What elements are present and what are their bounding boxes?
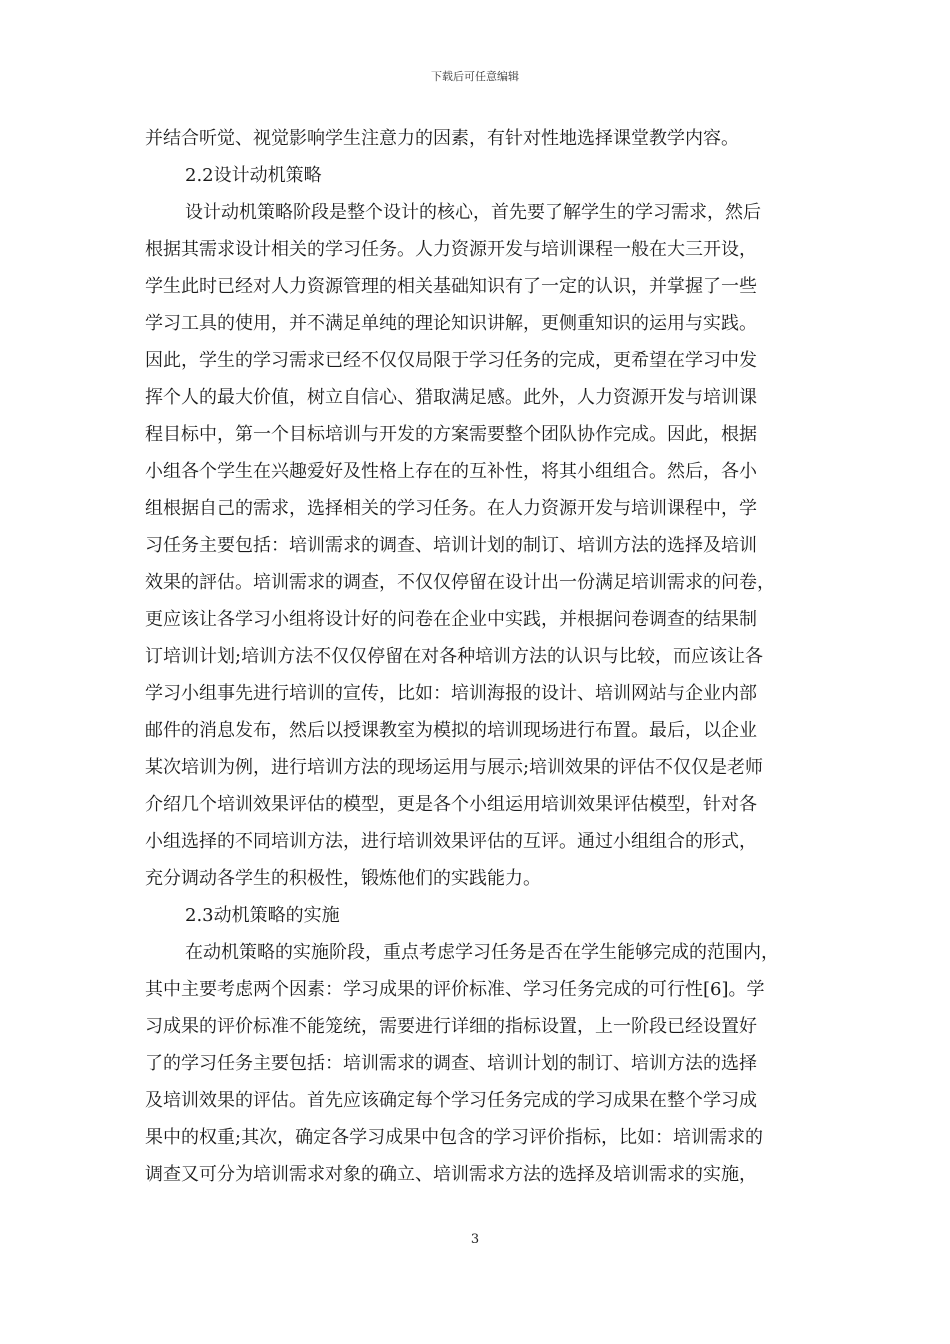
text-line: 学习小组事先进行培训的宣传，比如：培训海报的设计、培训网站与企业内部 bbox=[145, 683, 757, 704]
text-line: 学生此时已经对人力资源管理的相关基础知识有了一定的认识，并掌握了一些 bbox=[145, 276, 757, 297]
text-line: 调查又可分为培训需求对象的确立、培训需求方法的选择及培训需求的实施， bbox=[145, 1164, 757, 1185]
text-line: 了的学习任务主要包括：培训需求的调查、培训计划的制订、培训方法的选择 bbox=[145, 1053, 757, 1074]
text-line: 更应该让各学习小组将设计好的问卷在企业中实践，并根据问卷调查的结果制 bbox=[145, 609, 757, 630]
text-line: 并结合听觉、视觉影响学生注意力的因素，有针对性地选择课堂教学内容。 bbox=[145, 128, 739, 149]
text-line: 习成果的评价标准不能笼统，需要进行详细的指标设置，上一阶段已经设置好 bbox=[145, 1016, 757, 1037]
paragraph-first-line: 在动机策略的实施阶段，重点考虑学习任务是否在学生能够完成的范围内， bbox=[185, 942, 779, 963]
text-line: 学习工具的使用，并不满足单纯的理论知识讲解，更侧重知识的运用与实践。 bbox=[145, 313, 757, 334]
text-line: 充分调动各学生的积极性，锻炼他们的实践能力。 bbox=[145, 868, 541, 889]
section-heading: 2.3动机策略的实施 bbox=[185, 905, 340, 926]
text-line: 效果的評估。培训需求的调查，不仅仅停留在设计出一份满足培训需求的问卷， bbox=[145, 572, 775, 593]
text-line: 根据其需求设计相关的学习任务。人力资源开发与培训课程一般在大三开设， bbox=[145, 239, 757, 260]
text-line: 习任务主要包括：培训需求的调查、培训计划的制订、培训方法的选择及培训 bbox=[145, 535, 757, 556]
text-line: 组根据自己的需求，选择相关的学习任务。在人力资源开发与培训课程中，学 bbox=[145, 498, 757, 519]
section-heading: 2.2设计动机策略 bbox=[185, 165, 322, 186]
text-line: 因此，学生的学习需求已经不仅仅局限于学习任务的完成，更希望在学习中发 bbox=[145, 350, 757, 371]
paragraph-first-line: 设计动机策略阶段是整个设计的核心，首先要了解学生的学习需求，然后 bbox=[185, 202, 761, 223]
text-line: 程目标中，第一个目标培训与开发的方案需要整个团队协作完成。因此，根据 bbox=[145, 424, 757, 445]
page-number: 3 bbox=[470, 1232, 480, 1247]
text-line: 小组各个学生在兴趣爱好及性格上存在的互补性，将其小组组合。然后，各小 bbox=[145, 461, 757, 482]
text-line: 其中主要考虑两个因素：学习成果的评价标准、学习任务完成的可行性[6]。学 bbox=[145, 979, 765, 1000]
text-line: 介绍几个培训效果评估的模型，更是各个小组运用培训效果评估模型，针对各 bbox=[145, 794, 757, 815]
text-line: 邮件的消息发布，然后以授课教室为模拟的培训现场进行布置。最后，以企业 bbox=[145, 720, 757, 741]
text-line: 某次培训为例，进行培训方法的现场运用与展示;培训效果的评估不仅仅是老师 bbox=[145, 757, 764, 778]
text-line: 订培训计划;培训方法不仅仅停留在对各种培训方法的认识与比较，而应该让各 bbox=[145, 646, 764, 667]
text-line: 及培训效果的评估。首先应该确定每个学习任务完成的学习成果在整个学习成 bbox=[145, 1090, 757, 1111]
text-line: 小组选择的不同培训方法，进行培训效果评估的互评。通过小组组合的形式， bbox=[145, 831, 757, 852]
text-line: 挥个人的最大价值，树立自信心、猎取满足感。此外，人力资源开发与培训课 bbox=[145, 387, 757, 408]
body-text bbox=[145, 120, 807, 1193]
page-header: 下载后可任意编辑 bbox=[431, 70, 519, 83]
text-line: 果中的权重;其次，确定各学习成果中包含的学习评价指标，比如：培训需求的 bbox=[145, 1127, 764, 1148]
